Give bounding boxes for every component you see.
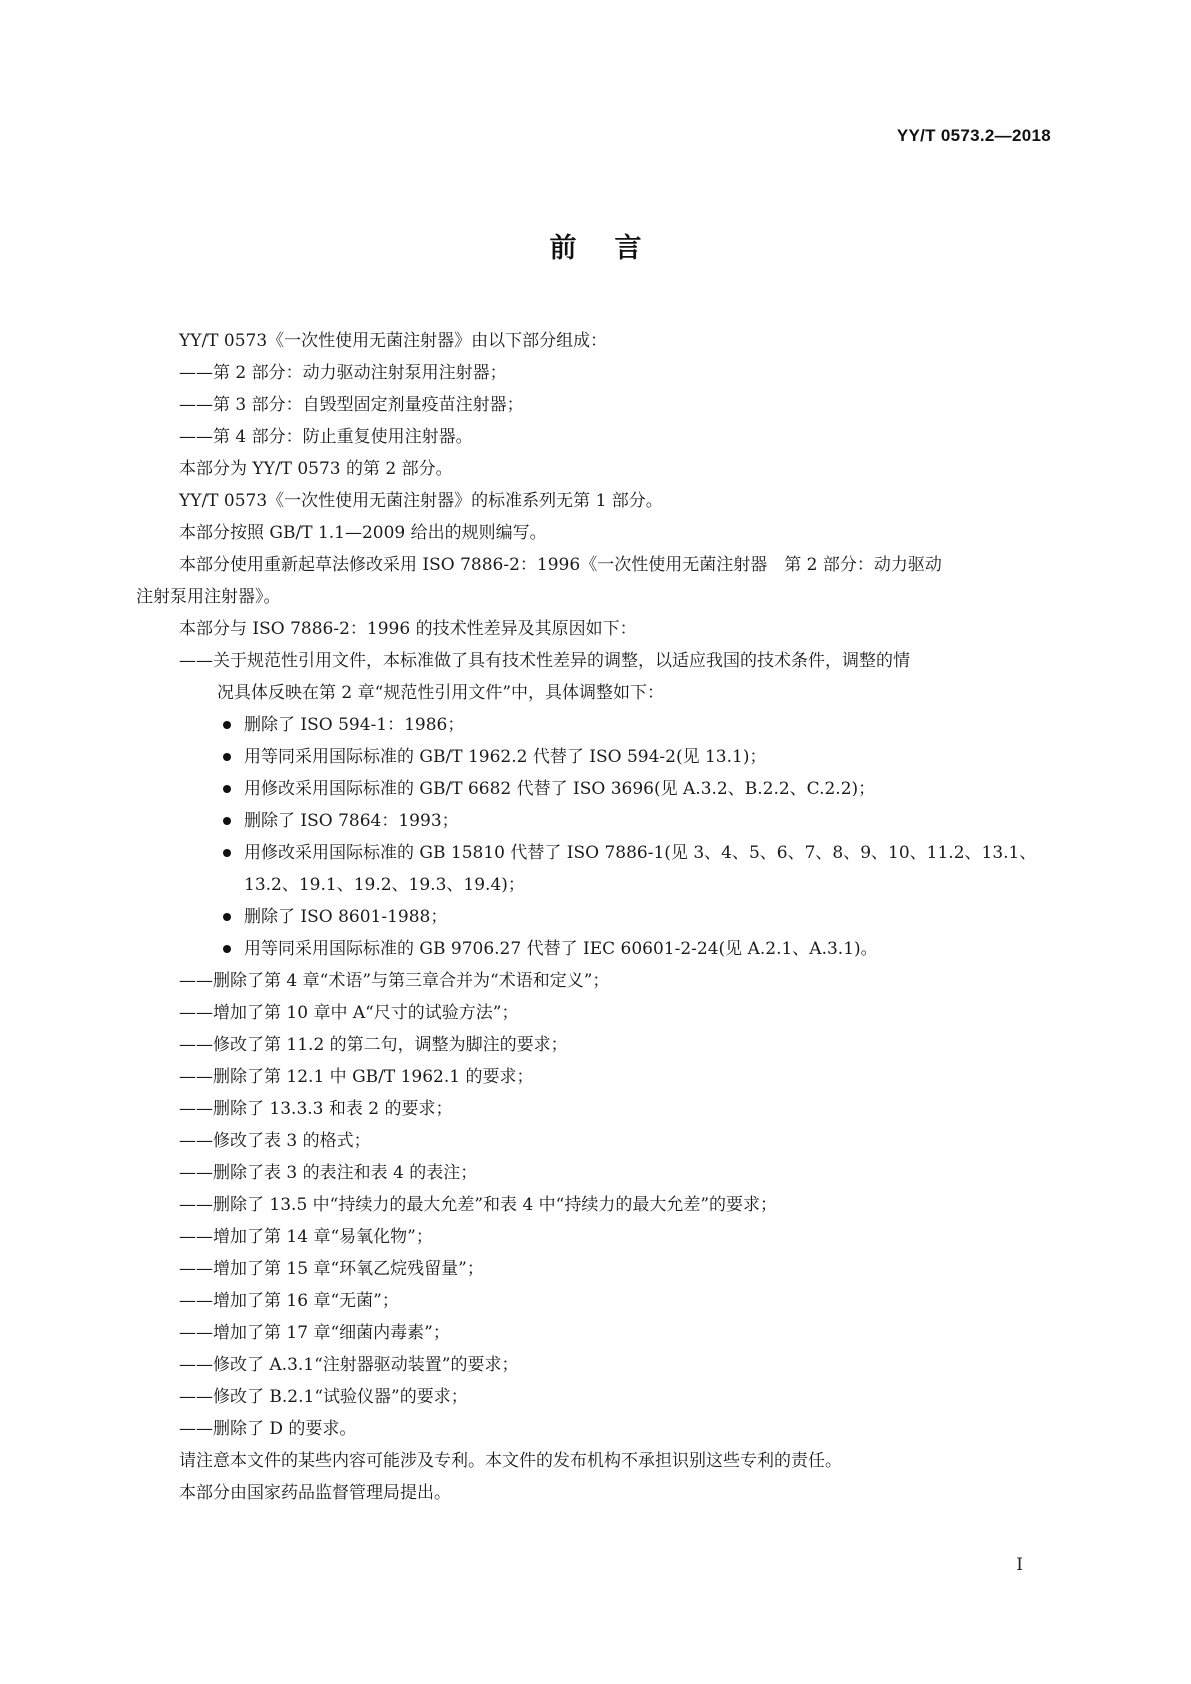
bullet-item — [136, 901, 1056, 933]
bullet-text: 用修改采用国际标准的 GB/T 6682 代替了 ISO 3696(见 A.3.2、B.2.2、C.2.2)； — [244, 779, 876, 799]
page-number: I — [1016, 1555, 1023, 1575]
paragraph-continuation: 注射泵用注射器》。 — [136, 587, 281, 607]
dash-list-item: ——修改了 B.2.1“试验仪器”的要求； — [179, 1387, 468, 1407]
dash-list-item: ——关于规范性引用文件，本标准做了具有技术性差异的调整，以适应我国的技术条件，调整的情 — [179, 651, 910, 671]
paragraph: YY/T 0573《一次性使用无菌注射器》由以下部分组成： — [179, 331, 608, 351]
paragraph: 本部分与 ISO 7886-2：1996 的技术性差异及其原因如下： — [179, 619, 637, 639]
bullet-item — [136, 933, 1056, 965]
dash-list-item: ——修改了表 3 的格式； — [179, 1131, 371, 1151]
bullet-dot-icon — [223, 785, 231, 793]
dash-list-item: ——删除了表 3 的表注和表 4 的表注； — [179, 1163, 478, 1183]
dash-list-item: ——第 4 部分：防止重复使用注射器。 — [179, 427, 473, 447]
dash-list-item: ——删除了 13.3.3 和表 2 的要求； — [179, 1099, 453, 1119]
standard-code: YY/T 0573.2—2018 — [896, 126, 1051, 145]
dash-list-item: ——第 2 部分：动力驱动注射泵用注射器； — [179, 363, 507, 383]
bullet-text: 用修改采用国际标准的 GB 15810 代替了 ISO 7886-1(见 3、4、5、6、7、8、9、10、11.2、13.1、 — [244, 843, 1037, 863]
bullet-item — [136, 741, 1056, 773]
dash-list-item-continuation: 况具体反映在第 2 章“规范性引用文件”中，具体调整如下： — [217, 683, 665, 703]
bullet-item — [136, 837, 1056, 869]
bullet-item — [136, 805, 1056, 837]
dash-list-item: ——删除了 13.5 中“持续力的最大允差”和表 4 中“持续力的最大允差”的要求； — [179, 1195, 778, 1215]
dash-list-item: ——增加了第 14 章“易氧化物”； — [179, 1227, 433, 1247]
paragraph: 请注意本文件的某些内容可能涉及专利。本文件的发布机构不承担识别这些专利的责任。 — [179, 1451, 842, 1471]
bullet-item-continuation: 13.2、19.1、19.2、19.3、19.4)； — [244, 875, 525, 895]
bullet-text: 删除了 ISO 7864：1993； — [244, 811, 459, 831]
bullet-dot-icon — [223, 913, 231, 921]
dash-list-item: ——删除了 D 的要求。 — [179, 1419, 357, 1439]
foreword-body — [136, 325, 1056, 1509]
bullet-text: 删除了 ISO 8601-1988； — [244, 907, 448, 927]
paragraph: 本部分按照 GB/T 1.1—2009 给出的规则编写。 — [179, 523, 547, 543]
dash-list-item: ——删除了第 12.1 中 GB/T 1962.1 的要求； — [179, 1067, 534, 1087]
bullet-item — [136, 773, 1056, 805]
bullet-dot-icon — [223, 721, 231, 729]
bullet-item — [136, 709, 1056, 741]
bullet-text: 用等同采用国际标准的 GB 9706.27 代替了 IEC 60601-2-24(见 A.2.1、A.3.1)。 — [244, 939, 878, 959]
bullet-dot-icon — [223, 753, 231, 761]
bullet-dot-icon — [223, 849, 231, 857]
paragraph: 本部分使用重新起草法修改采用 ISO 7886-2：1996《一次性使用无菌注射器 第 2 部分：动力驱动 — [179, 555, 942, 575]
bullet-dot-icon — [223, 817, 231, 825]
dash-list-item: ——增加了第 16 章“无菌”； — [179, 1291, 399, 1311]
dash-list-item: ——修改了 A.3.1“注射器驱动装置”的要求； — [179, 1355, 519, 1375]
bullet-text: 用等同采用国际标准的 GB/T 1962.2 代替了 ISO 594-2(见 13.1)； — [244, 747, 767, 767]
paragraph: 本部分为 YY/T 0573 的第 2 部分。 — [179, 459, 453, 479]
paragraph: YY/T 0573《一次性使用无菌注射器》的标准系列无第 1 部分。 — [179, 491, 663, 511]
dash-list-item: ——增加了第 10 章中 A“尺寸的试验方法”； — [179, 1003, 519, 1023]
bullet-dot-icon — [223, 945, 231, 953]
paragraph: 本部分由国家药品监督管理局提出。 — [179, 1483, 451, 1503]
dash-list-item: ——删除了第 4 章“术语”与第三章合并为“术语和定义”； — [179, 971, 610, 991]
dash-list-item: ——增加了第 17 章“细菌内毒素”； — [179, 1323, 450, 1343]
dash-list-item: ——修改了第 11.2 的第二句，调整为脚注的要求； — [179, 1035, 568, 1055]
dash-list-item: ——增加了第 15 章“环氧乙烷残留量”； — [179, 1259, 484, 1279]
dash-list-item: ——第 3 部分：自毁型固定剂量疫苗注射器； — [179, 395, 524, 415]
bullet-text: 删除了 ISO 594-1：1986； — [244, 715, 465, 735]
page-title: 前言 — [549, 233, 680, 264]
